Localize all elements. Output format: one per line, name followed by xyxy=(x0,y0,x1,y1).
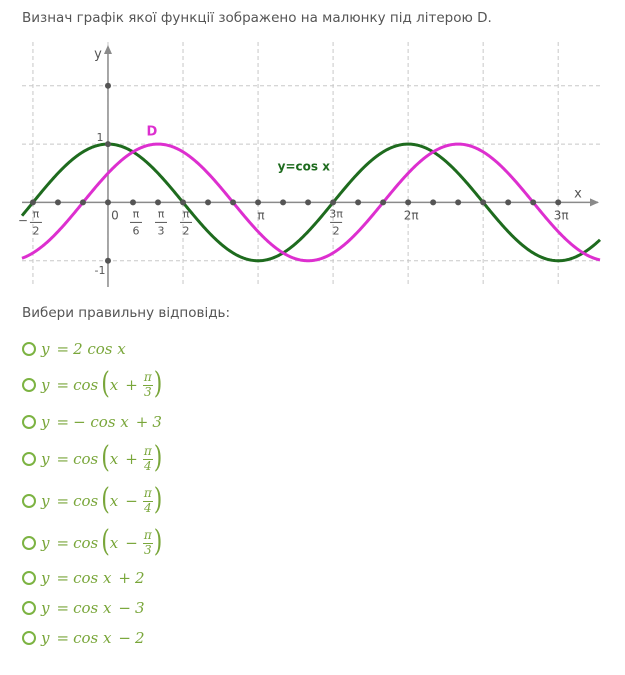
x-tick-label: 2 xyxy=(182,224,190,238)
parenthesis: ) xyxy=(153,367,163,402)
axis-point xyxy=(280,199,286,205)
axis-point xyxy=(105,83,111,89)
operator: = xyxy=(56,450,70,468)
y-axis-arrow xyxy=(104,45,112,54)
term: y xyxy=(41,340,50,358)
option-formula xyxy=(41,629,148,647)
radio-button[interactable] xyxy=(22,571,36,585)
operator: = xyxy=(56,534,70,552)
term: 2 xyxy=(135,629,145,647)
term: x xyxy=(109,492,119,510)
operator: + xyxy=(135,413,149,431)
axis-point xyxy=(430,199,436,205)
answer-option-7[interactable] xyxy=(22,563,165,593)
x-tick-label: 6 xyxy=(132,224,140,238)
term: cos xyxy=(73,492,99,510)
fraction-denominator: 3 xyxy=(143,542,152,557)
parenthesis: ) xyxy=(153,483,163,518)
axis-point xyxy=(255,199,261,205)
term: − cos x xyxy=(73,413,129,431)
radio-button[interactable] xyxy=(22,452,36,466)
operator: = xyxy=(56,376,70,394)
axis-point xyxy=(155,199,161,205)
y-tick-label: -1 xyxy=(94,263,106,277)
answer-option-1[interactable] xyxy=(22,333,165,365)
term: 2 cos x xyxy=(73,340,126,358)
axis-point xyxy=(55,199,61,205)
term: cos x xyxy=(73,569,112,587)
operator: + xyxy=(125,450,138,468)
fraction xyxy=(143,371,153,400)
term: cos x xyxy=(73,599,112,617)
operator: − xyxy=(118,599,131,617)
radio-button[interactable] xyxy=(22,342,36,356)
axis-point xyxy=(455,199,461,205)
x-tick-label: π xyxy=(257,208,265,223)
parenthesis: ( xyxy=(101,483,110,518)
option-formula xyxy=(41,525,163,560)
axis-point xyxy=(330,199,336,205)
operator: = xyxy=(56,569,70,587)
answer-prompt: Вибери правильну відповідь: xyxy=(22,305,231,321)
axis-point xyxy=(480,199,486,205)
x-tick-label: 3π xyxy=(329,207,343,221)
operator: = xyxy=(56,413,70,431)
y-tick-label: 1 xyxy=(96,131,104,145)
answer-options xyxy=(22,333,165,653)
term: y xyxy=(41,376,50,394)
x-tick-label: π xyxy=(32,207,40,221)
x-tick-label: π xyxy=(132,207,140,221)
answer-option-4[interactable] xyxy=(22,439,165,479)
fraction xyxy=(143,487,153,516)
x-tick-label: π xyxy=(182,207,190,221)
question-text: Визнач графік якої функції зображено на малюнку під літерою D. xyxy=(22,10,492,26)
parenthesis: ) xyxy=(153,441,163,476)
fraction-denominator: 4 xyxy=(143,500,152,515)
term: 3 xyxy=(135,599,145,617)
term: y xyxy=(41,413,50,431)
term: x xyxy=(109,534,119,552)
option-formula xyxy=(41,441,163,476)
term: y xyxy=(41,569,50,587)
fraction xyxy=(143,445,153,474)
operator: − xyxy=(125,534,138,552)
x-axis-label: x xyxy=(574,186,582,202)
fraction xyxy=(143,529,153,558)
option-formula xyxy=(41,340,129,358)
radio-button[interactable] xyxy=(22,631,36,645)
x-tick-label: π xyxy=(157,207,165,221)
axis-point xyxy=(405,199,411,205)
term: y xyxy=(41,450,50,468)
fraction-numerator: π xyxy=(143,527,152,542)
axis-point xyxy=(105,141,111,147)
term: y xyxy=(41,534,50,552)
option-formula xyxy=(41,569,148,587)
axis-point xyxy=(505,199,511,205)
axis-point xyxy=(380,199,386,205)
fraction-numerator: π xyxy=(143,485,152,500)
term: x xyxy=(109,450,119,468)
axis-point xyxy=(30,199,36,205)
term: y xyxy=(41,492,50,510)
axis-point xyxy=(355,199,361,205)
axis-point xyxy=(130,199,136,205)
answer-option-2[interactable] xyxy=(22,365,165,405)
answer-option-8[interactable] xyxy=(22,593,165,623)
series-label-cos: y=cos x xyxy=(277,159,330,174)
y-axis-label: y xyxy=(94,47,102,62)
option-formula xyxy=(41,483,163,518)
axis-point xyxy=(180,199,186,205)
function-graph xyxy=(17,42,602,287)
x-tick-label: 2π xyxy=(403,208,419,223)
term: cos xyxy=(73,376,99,394)
option-formula xyxy=(41,599,148,617)
radio-button[interactable] xyxy=(22,536,36,550)
fraction-denominator: 4 xyxy=(143,458,152,473)
axis-point xyxy=(80,199,86,205)
term: 3 xyxy=(152,413,162,431)
parenthesis: ( xyxy=(101,525,110,560)
operator: = xyxy=(56,340,70,358)
x-tick-label: 2 xyxy=(332,224,340,238)
operator: = xyxy=(56,492,70,510)
x-tick-label: 2 xyxy=(32,224,40,238)
term: 2 xyxy=(135,569,145,587)
axis-point xyxy=(105,258,111,264)
option-formula xyxy=(41,367,163,402)
parenthesis: ( xyxy=(101,367,110,402)
axis-point xyxy=(530,199,536,205)
answer-option-3[interactable] xyxy=(22,405,165,439)
radio-button[interactable] xyxy=(22,494,36,508)
fraction-numerator: π xyxy=(143,443,152,458)
answer-option-6[interactable] xyxy=(22,523,165,563)
operator: − xyxy=(118,629,131,647)
term: cos x xyxy=(73,629,112,647)
operator: = xyxy=(56,599,70,617)
x-tick-label: 3π xyxy=(553,208,569,223)
axis-point xyxy=(305,199,311,205)
answer-option-5[interactable] xyxy=(22,479,165,523)
axis-point xyxy=(230,199,236,205)
term: x xyxy=(109,376,119,394)
x-tick-label: 0 xyxy=(111,208,119,223)
fraction-numerator: π xyxy=(143,369,152,384)
radio-button[interactable] xyxy=(22,415,36,429)
x-tick-label: − xyxy=(17,213,28,228)
option-formula xyxy=(41,413,165,431)
axis-point xyxy=(555,199,561,205)
operator: + xyxy=(118,569,131,587)
axis-point xyxy=(105,199,111,205)
term: cos xyxy=(73,450,99,468)
x-tick-label: 3 xyxy=(157,224,165,238)
parenthesis: ) xyxy=(153,525,163,560)
operator: + xyxy=(125,376,138,394)
radio-button[interactable] xyxy=(22,378,36,392)
series-label-d: D xyxy=(146,124,158,140)
parenthesis: ( xyxy=(101,441,110,476)
term: y xyxy=(41,629,50,647)
axis-point xyxy=(205,199,211,205)
x-axis-arrow xyxy=(590,198,599,206)
operator: = xyxy=(56,629,70,647)
fraction-denominator: 3 xyxy=(143,384,152,399)
term: y xyxy=(41,599,50,617)
radio-button[interactable] xyxy=(22,601,36,615)
operator: − xyxy=(125,492,138,510)
term: cos xyxy=(73,534,99,552)
answer-option-9[interactable] xyxy=(22,623,165,653)
